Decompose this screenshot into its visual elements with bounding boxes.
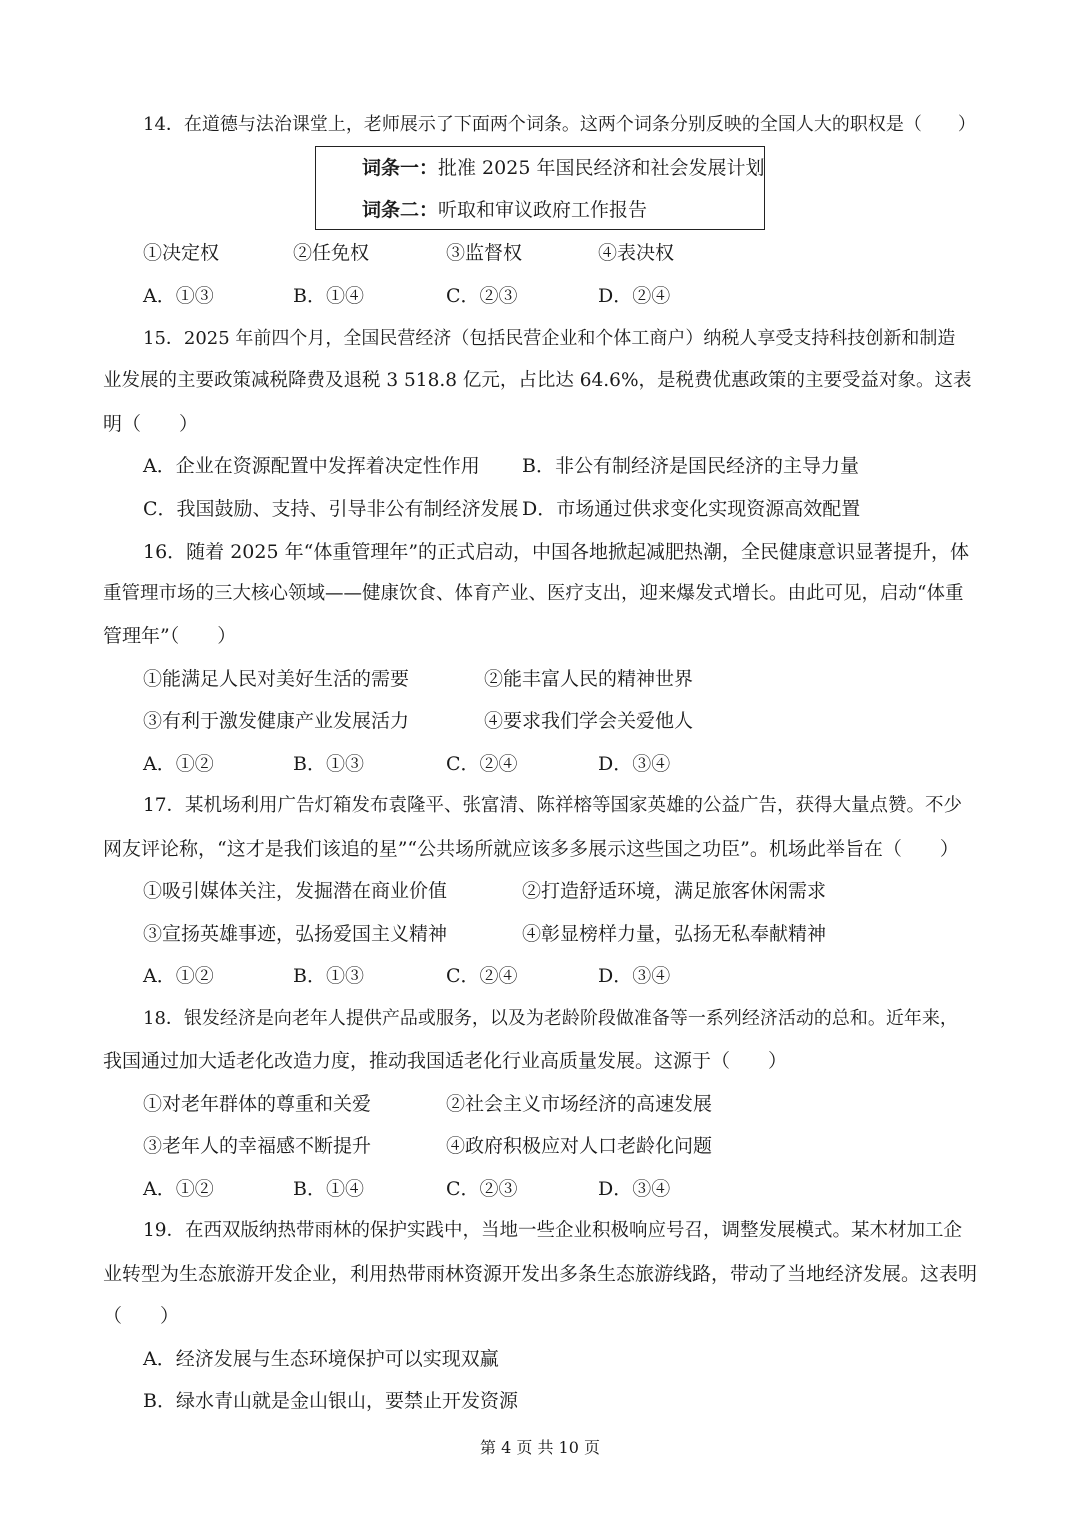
term-2 (362, 197, 647, 223)
q17-item-4: ④彰显榜样力量，弘扬无私奉献精神 (522, 923, 827, 945)
q14-item-2: ②任免权 (293, 242, 370, 264)
q16-item-3: ③有利于激发健康产业发展活力 (143, 710, 410, 732)
q17-choice-d[interactable]: D．③④ (598, 965, 671, 987)
q15-choice-a[interactable]: A．企业在资源配置中发挥着决定性作用 (143, 455, 480, 477)
q18-choice-c[interactable]: C．②③ (446, 1178, 518, 1200)
q19-choice-b[interactable]: B．绿水青山就是金山银山，要禁止开发资源 (143, 1390, 518, 1412)
q15-stem-line-1: 15．2025 年前四个月，全国民营经济（包括民营企业和个体工商户）纳税人享受支持科技创新和制造 (143, 328, 956, 349)
q18-item-2: ②社会主义市场经济的高速发展 (446, 1093, 713, 1115)
term-1-key: 词条一： (362, 157, 439, 179)
q18-stem-line-1: 18．银发经济是向老年人提供产品或服务，以及为老龄阶段做准备等一系列经济活动的总和。近年来， (143, 1008, 958, 1029)
q18-choice-d[interactable]: D．③④ (598, 1178, 671, 1200)
q17-item-3: ③宣扬英雄事迹，弘扬爱国主义精神 (143, 923, 448, 945)
q14-choice-a[interactable]: A．①③ (143, 285, 214, 307)
q15-choice-c[interactable]: C．我国鼓励、支持、引导非公有制经济发展 (143, 498, 519, 520)
q16-stem-line-3: 管理年”（ ） (103, 625, 237, 647)
q16-item-4: ④要求我们学会关爱他人 (484, 710, 694, 732)
q17-stem-line-2: 网友评论称，“这才是我们该追的星”“公共场所就应该多多展示这些国之功臣”。机场此举旨在（ ） (103, 838, 959, 860)
term-1 (362, 155, 764, 181)
q14-item-4: ④表决权 (598, 242, 675, 264)
q14-stem: 14．在道德与法治课堂上，老师展示了下面两个词条。这两个词条分别反映的全国人大的职权是（ ） (143, 114, 976, 135)
q14-choice-c[interactable]: C．②③ (446, 285, 518, 307)
q16-choice-d[interactable]: D．③④ (598, 753, 671, 775)
q18-stem-line-2: 我国通过加大适老化改造力度，推动我国适老化行业高质量发展。这源于（ ） (103, 1050, 788, 1072)
q17-stem-line-1: 17．某机场利用广告灯箱发布袁隆平、张富清、陈祥榕等国家英雄的公益广告，获得大量点赞。不少 (143, 795, 963, 816)
q14-choice-d[interactable]: D．②④ (598, 285, 671, 307)
q16-item-2: ②能丰富人民的精神世界 (484, 668, 694, 690)
q17-item-2: ②打造舒适环境，满足旅客休闲需求 (522, 880, 827, 902)
term-2-key: 词条二： (362, 199, 439, 221)
q18-choice-a[interactable]: A．①② (143, 1178, 214, 1200)
term-2-value: 听取和审议政府工作报告 (438, 199, 648, 221)
q17-choice-b[interactable]: B．①③ (293, 965, 364, 987)
q16-stem-line-2: 重管理市场的三大核心领域——健康饮食、体育产业、医疗支出，迎来爆发式增长。由此可见，启动“体重 (103, 583, 964, 604)
q16-choice-c[interactable]: C．②④ (446, 753, 518, 775)
q16-stem-line-1: 16．随着 2025 年“体重管理年”的正式启动，中国各地掀起减肥热潮，全民健康意识显著提升，体 (143, 541, 970, 563)
q16-choice-b[interactable]: B．①③ (293, 753, 364, 775)
q15-stem-line-3: 明（ ） (103, 413, 199, 435)
q14-term-box (315, 146, 765, 230)
q17-choice-a[interactable]: A．①② (143, 965, 214, 987)
q16-choice-a[interactable]: A．①② (143, 753, 214, 775)
q15-stem-line-2: 业发展的主要政策减税降费及退税 3 518.8 亿元，占比达 64.6%，是税费优惠政策的主要受益对象。这表 (103, 370, 972, 391)
q15-choice-b[interactable]: B．非公有制经济是国民经济的主导力量 (522, 455, 859, 477)
q14-item-3: ③监督权 (446, 242, 523, 264)
page-footer: 第 4 页 共 10 页 (480, 1438, 600, 1457)
q18-choice-b[interactable]: B．①④ (293, 1178, 364, 1200)
q14-choice-b[interactable]: B．①④ (293, 285, 364, 307)
term-1-value: 批准 2025 年国民经济和社会发展计划 (438, 157, 765, 179)
q18-item-3: ③老年人的幸福感不断提升 (143, 1135, 372, 1157)
q17-choice-c[interactable]: C．②④ (446, 965, 518, 987)
q17-item-1: ①吸引媒体关注，发掘潜在商业价值 (143, 880, 448, 902)
q19-stem-line-2: 业转型为生态旅游开发企业，利用热带雨林资源开发出多条生态旅游线路，带动了当地经济发展。这表明 (103, 1263, 978, 1285)
q16-item-1: ①能满足人民对美好生活的需要 (143, 668, 410, 690)
q15-choice-d[interactable]: D．市场通过供求变化实现资源高效配置 (522, 498, 861, 520)
q18-item-4: ④政府积极应对人口老龄化问题 (446, 1135, 713, 1157)
q18-item-1: ①对老年群体的尊重和关爱 (143, 1093, 372, 1115)
q19-choice-a[interactable]: A．经济发展与生态环境保护可以实现双赢 (143, 1348, 499, 1370)
q19-stem-line-3: （ ） (103, 1305, 180, 1327)
q19-stem-line-1: 19．在西双版纳热带雨林的保护实践中，当地一些企业积极响应号召，调整发展模式。某木材加工企 (143, 1220, 963, 1241)
q14-item-1: ①决定权 (143, 242, 220, 264)
